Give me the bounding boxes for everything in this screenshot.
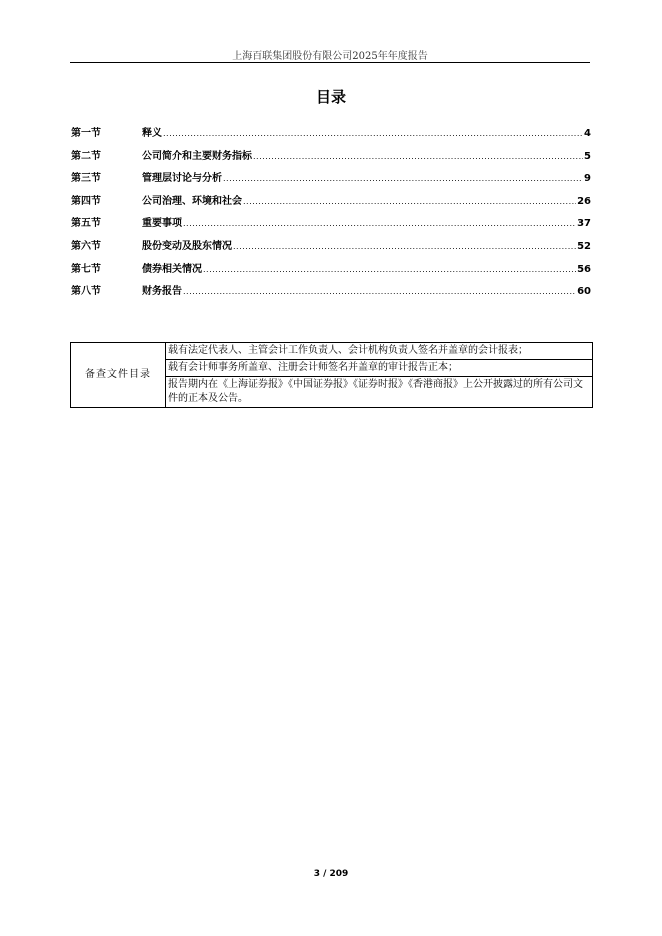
- toc-section-title: 重要事项: [142, 218, 182, 230]
- toc-page-number: 4: [584, 128, 591, 139]
- toc-section-number: 第六节: [71, 240, 101, 252]
- toc-entry[interactable]: [71, 147, 591, 170]
- toc-page-number: 52: [577, 240, 591, 252]
- toc-page-number: 56: [577, 263, 591, 275]
- toc-page-number: 37: [577, 218, 591, 230]
- toc-title: 目录: [315, 88, 346, 106]
- toc-section-title: 公司治理、环境和社会: [142, 195, 242, 207]
- reference-document-item: 载有会计师事务所盖章、注册会计师签名并盖章的审计报告正本；: [166, 360, 593, 377]
- running-header: 上海百联集团股份有限公司2025年年度报告: [232, 51, 428, 62]
- toc-dot-leader: [183, 287, 576, 296]
- toc-dot-leader: [243, 197, 576, 206]
- toc-section-number: 第一节: [71, 128, 101, 139]
- toc-entry[interactable]: [71, 237, 591, 260]
- toc-entry[interactable]: [71, 124, 591, 147]
- toc-section-title: 释义: [142, 128, 162, 139]
- toc-section-title: 公司简介和主要财务指标: [142, 150, 252, 162]
- toc-entry[interactable]: [71, 214, 591, 237]
- toc-dot-leader: [233, 242, 576, 251]
- toc-list: [71, 124, 591, 305]
- toc-entry[interactable]: [71, 192, 591, 215]
- toc-entry[interactable]: [71, 169, 591, 192]
- toc-dot-leader: [223, 174, 583, 183]
- toc-dot-leader: [203, 265, 576, 274]
- reference-documents-table: [70, 342, 593, 408]
- toc-entry[interactable]: [71, 260, 591, 283]
- toc-section-title: 财务报告: [142, 286, 182, 298]
- toc-section-number: 第七节: [71, 263, 101, 275]
- toc-section-title: 债券相关情况: [142, 263, 202, 275]
- reference-document-item: 载有法定代表人、主管会计工作负责人、会计机构负责人签名并盖章的会计报表；: [166, 343, 593, 360]
- reference-document-item: 报告期内在《上海证券报》《中国证券报》《证券时报》《香港商报》上公开披露过的所有公司文件的正本及公告。: [166, 377, 593, 408]
- toc-section-title: 股份变动及股东情况: [142, 240, 232, 252]
- page-number: 3 / 209: [313, 869, 349, 879]
- table-row: [71, 343, 593, 360]
- toc-dot-leader: [183, 219, 576, 228]
- reference-documents-label: 备查文件目录: [71, 343, 166, 408]
- toc-page-number: 60: [577, 286, 591, 298]
- toc-section-number: 第八节: [71, 286, 101, 298]
- toc-section-number: 第四节: [71, 195, 101, 207]
- toc-page-number: 9: [584, 173, 591, 185]
- toc-section-title: 管理层讨论与分析: [142, 173, 222, 185]
- toc-entry[interactable]: [71, 282, 591, 305]
- toc-page-number: 26: [577, 195, 591, 207]
- toc-section-number: 第三节: [71, 173, 101, 185]
- header-rule: [70, 62, 590, 63]
- toc-section-number: 第五节: [71, 218, 101, 230]
- toc-dot-leader: [163, 129, 583, 138]
- toc-dot-leader: [253, 152, 583, 161]
- toc-section-number: 第二节: [71, 150, 101, 162]
- toc-page-number: 5: [584, 150, 591, 162]
